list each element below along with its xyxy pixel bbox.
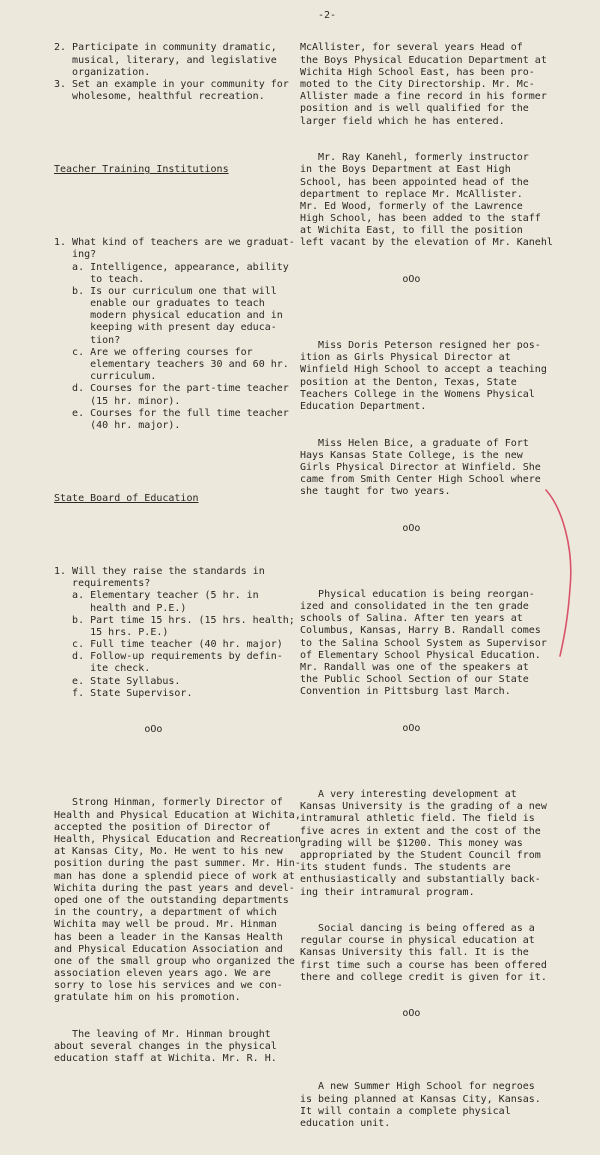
text-line: Strong Hinman, formerly Director of — [54, 797, 283, 809]
text-line: department to replace Mr. McAllister. — [300, 188, 523, 200]
text-line: f. State Supervisor. — [54, 687, 193, 699]
teacher-training-list — [54, 237, 301, 432]
text-line: 1. Will they raise the standards in — [54, 565, 265, 577]
text-line: c. Full time teacher (40 hr. major) — [54, 639, 283, 651]
text-line: McAllister, for several years Head of — [300, 42, 523, 54]
text-line: Education Department. — [300, 400, 427, 412]
text-line: one of the small group who organized the — [54, 955, 295, 967]
text-line: about several changes in the physical — [54, 1041, 277, 1053]
text-line: position during the past summer. Mr. Hin- — [54, 858, 301, 870]
text-line: c. Are we offering courses for — [54, 346, 253, 358]
text-line: organization. — [54, 66, 151, 78]
himman-paragraph — [54, 797, 301, 1004]
state-board-list — [54, 566, 301, 700]
text-line: enable our graduates to teach — [54, 298, 265, 310]
text-line: she taught for two years. — [300, 486, 451, 498]
text-line: health and P.E.) — [54, 602, 187, 614]
text-line: enthusiastically and substantially back- — [300, 874, 541, 886]
text-line: b. Part time 15 hrs. (15 hrs. health; — [54, 614, 295, 626]
text-line: Girls Physical Director at Winfield. She — [300, 461, 541, 473]
text-line: High School, has been added to the staff — [300, 213, 541, 225]
text-line: and Physical Education Association and — [54, 943, 283, 955]
right-column — [300, 18, 553, 1155]
text-line: its student funds. The students are — [300, 862, 511, 874]
text-line: ized and consolidated in the ten grade — [300, 601, 529, 613]
text-line: e. State Syllabus. — [54, 675, 181, 687]
text-line: position at the Denton, Texas, State — [300, 376, 517, 388]
text-line: Health and Physical Education at Wichita, — [54, 809, 301, 821]
field-paragraph — [300, 789, 553, 899]
text-line: Wichita may well be proud. Mr. Hinman — [54, 919, 277, 931]
peterson-paragraph — [300, 340, 553, 413]
text-line: grading will be $1200. This money was — [300, 837, 523, 849]
text-line: oped one of the outstanding departments — [54, 894, 289, 906]
text-line: first time such a course has been offered — [300, 959, 547, 971]
text-line: keeping with present day educa- — [54, 322, 277, 334]
page-number: -2- — [318, 10, 337, 21]
heading-teacher-training: Teacher Training Institutions — [54, 164, 229, 176]
separator: oOo — [402, 274, 421, 286]
text-line: (40 hr. major). — [54, 419, 181, 431]
text-line: modern physical education and in — [54, 310, 283, 322]
text-line: Mr. Ed Wood, formerly of the Lawrence — [300, 200, 523, 212]
text-line: ite check. — [54, 663, 151, 675]
text-line: has been a leader in the Kansas Health — [54, 931, 283, 943]
text-line: 3. Set an example in your community for — [54, 78, 289, 90]
text-line: Kansas University this fall. It is the — [300, 947, 529, 959]
text-line: Mr. Randall was one of the speakers at — [300, 662, 529, 674]
text-line: ing? — [54, 249, 97, 261]
separator: oOo — [402, 522, 421, 534]
text-line: Wichita High School East, has been pro- — [300, 66, 535, 78]
separator: oOo — [402, 723, 421, 734]
text-line: d. Courses for the part-time teacher — [54, 383, 289, 395]
text-line: Winfield High School to accept a teaching — [300, 364, 547, 376]
text-line: to teach. — [54, 273, 145, 285]
red-pencil-mark — [540, 488, 580, 658]
text-line: appropriated by the Student Council from — [300, 849, 541, 861]
text-line: Allister made a fine record in his former — [300, 91, 547, 103]
text-line: d. Follow-up requirements by defin- — [54, 651, 283, 663]
text-line: to the Salina School System as Supervisor — [300, 637, 547, 649]
text-line: tion? — [54, 334, 121, 346]
text-line: 1. What kind of teachers are we graduat- — [54, 237, 295, 249]
text-line: Kansas University is the grading of a new — [300, 801, 547, 813]
text-line: 2. Participate in community dramatic, — [54, 42, 277, 54]
text-line: regular course in physical education at — [300, 935, 535, 947]
community-list — [54, 42, 301, 103]
text-line: five acres in extent and the cost of the — [300, 825, 541, 837]
separator: oOo — [144, 724, 163, 736]
text-line: Miss Doris Peterson resigned her pos- — [300, 340, 541, 352]
text-line: elementary teachers 30 and 60 hr. — [54, 359, 289, 371]
text-line: education staff at Wichita. Mr. R. H. — [54, 1053, 277, 1065]
text-line: in the country, a department of which — [54, 907, 277, 919]
mcallister-paragraph — [300, 42, 553, 127]
kanehl-paragraph — [300, 152, 553, 250]
separator: oOo — [402, 1008, 421, 1020]
text-line: intramural athletic field. The field is — [300, 813, 535, 825]
bice-paragraph — [300, 438, 553, 499]
text-line: larger field which he has entered. — [300, 115, 505, 127]
text-line: musical, literary, and legislative — [54, 54, 277, 66]
heading-state-board: State Board of Education — [54, 492, 199, 504]
text-line: in the Boys Department at East High — [300, 164, 511, 176]
text-line: requirements? — [54, 578, 151, 590]
summer-school-paragraph — [300, 1081, 553, 1130]
text-line: sorry to lose his services and we con- — [54, 980, 283, 992]
text-line: wholesome, healthful recreation. — [54, 91, 265, 103]
text-line: Teachers College in the Womens Physical — [300, 388, 535, 400]
text-line: e. Courses for the full time teacher — [54, 407, 289, 419]
text-line: education unit. — [300, 1118, 391, 1129]
dancing-paragraph — [300, 923, 553, 984]
text-line: at Wichita East, to fill the position — [300, 225, 523, 237]
text-line: schools of Salina. After ten years at — [300, 613, 523, 625]
text-line: School, has been appointed head of the — [300, 176, 529, 188]
text-line: The leaving of Mr. Hinman brought — [54, 1029, 271, 1041]
text-line: Health, Physical Education and Recreation — [54, 834, 301, 845]
text-line: ition as Girls Physical Director at — [300, 352, 511, 364]
text-line: the Boys Physical Education Department at — [300, 54, 547, 66]
text-line: moted to the City Directorship. Mr. Mc- — [300, 78, 535, 90]
text-line: Mr. Ray Kanehl, formerly instructor — [300, 152, 529, 164]
text-line: accepted the position of Director of — [54, 821, 271, 833]
text-line: position and is well qualified for the — [300, 103, 529, 115]
text-line: b. Is our curriculum one that will — [54, 285, 277, 297]
text-line: A new Summer High School for negroes — [300, 1081, 535, 1093]
text-line: gratulate him on his promotion. — [54, 992, 241, 1004]
salina-paragraph — [300, 589, 553, 699]
text-line: Social dancing is being offered as a — [300, 923, 535, 935]
text-line: Columbus, Kansas, Harry B. Randall comes — [300, 625, 541, 637]
text-line: there and college credit is given for it. — [300, 971, 547, 983]
leaving-paragraph — [54, 1029, 301, 1066]
text-line: association eleven years ago. We are — [54, 968, 271, 980]
text-line: curriculum. — [54, 371, 157, 383]
text-line: came from Smith Center High School where — [300, 474, 541, 486]
text-line: man has done a splendid piece of work at — [54, 870, 295, 882]
text-line: the Public School Section of our State — [300, 674, 529, 686]
left-column — [54, 18, 301, 1090]
text-line: Wichita during the past years and devel- — [54, 882, 295, 894]
text-line: Hays Kansas State College, is the new — [300, 449, 523, 461]
text-line: ing their intramural program. — [300, 886, 475, 898]
text-line: Convention in Pittsburg last March. — [300, 686, 511, 698]
text-line: A very interesting development at — [300, 789, 517, 800]
text-line: Physical education is being reorgan- — [300, 588, 535, 600]
text-line: a. Elementary teacher (5 hr. in — [54, 590, 259, 602]
text-line: left vacant by the elevation of Mr. Kanehl — [300, 237, 553, 249]
text-line: (15 hr. minor). — [54, 395, 181, 407]
text-line: It will contain a complete physical — [300, 1105, 511, 1117]
text-line: 15 hrs. P.E.) — [54, 626, 169, 638]
text-line: a. Intelligence, appearance, ability — [54, 261, 289, 273]
text-line: at Kansas City, Mo. He went to his new — [54, 846, 283, 858]
text-line: is being planned at Kansas City, Kansas. — [300, 1093, 541, 1105]
text-line: Miss Helen Bice, a graduate of Fort — [300, 437, 529, 449]
text-line: of Elementary School Physical Education. — [300, 649, 541, 661]
